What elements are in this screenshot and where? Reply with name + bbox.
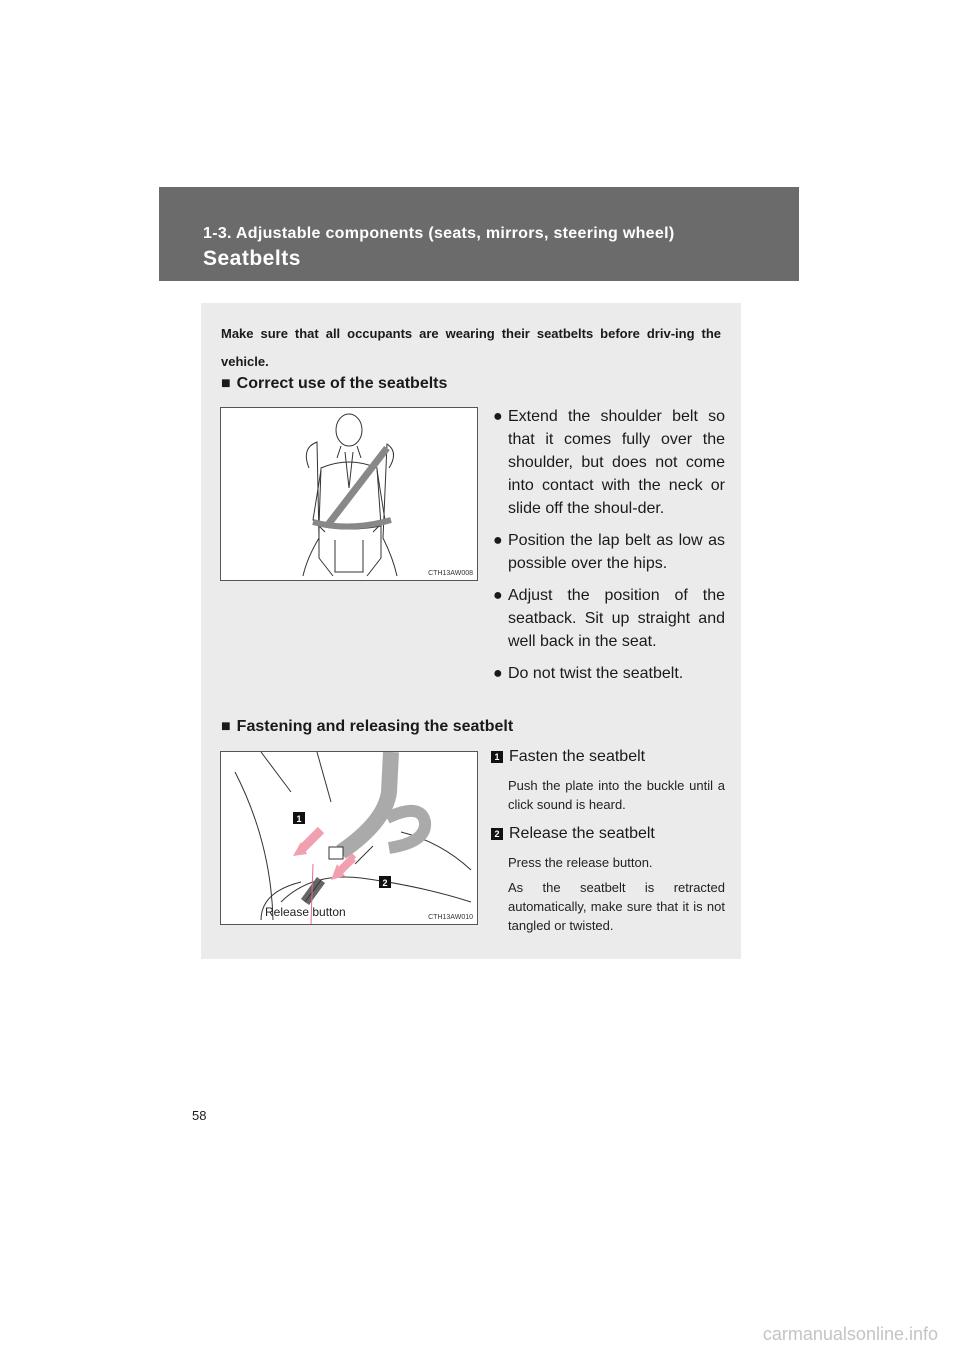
- release-button-callout: Release button: [265, 905, 346, 919]
- step-number-badge: 2: [491, 828, 503, 840]
- intro-text: Make sure that all occupants are wearing their seatbelts before driv-ing the vehicle.: [221, 326, 721, 369]
- step-description: As the seatbelt is retracted automatically, make sure that it is not tangled or twisted.: [508, 880, 725, 933]
- step-title: Fasten the seatbelt: [509, 748, 646, 765]
- bullet-item: ● Do not twist the seatbelt.: [493, 662, 725, 685]
- step-description: Push the plate into the buckle until a click sound is heard.: [508, 778, 725, 812]
- seated-occupant-illustration: [221, 408, 477, 580]
- figure-seated-occupant: [220, 407, 478, 581]
- page-title: Seatbelts: [203, 247, 301, 270]
- correct-use-bullets: [493, 405, 725, 694]
- bullet-dot-icon: ●: [493, 408, 503, 425]
- step-release: [491, 823, 725, 935]
- bullet-item: ● Adjust the position of the seatback. Sit up straight and well back in the seat.: [493, 584, 725, 653]
- bullet-item: ● Extend the shoulder belt so that it comes fully over the shoulder, but does not come into contact with the neck or slide off the shoul-der.: [493, 405, 725, 520]
- step-title: Release the seatbelt: [509, 825, 655, 842]
- figure-buckle: [220, 751, 478, 925]
- step-number-badge: 1: [491, 751, 503, 763]
- page-header: [159, 187, 799, 281]
- step-fasten: [491, 746, 725, 814]
- square-bullet-icon: ■: [221, 718, 231, 735]
- watermark: carmanualsonline.info: [762, 1324, 938, 1344]
- content-panel: [201, 303, 741, 959]
- page-number: 58: [192, 1108, 207, 1123]
- bullet-item: ● Position the lap belt as low as possible over the hips.: [493, 529, 725, 575]
- svg-text:2: 2: [382, 878, 388, 888]
- section-title: 1-3. Adjustable components (seats, mirrors, steering wheel): [203, 225, 675, 242]
- square-bullet-icon: ■: [221, 375, 231, 392]
- heading-correct-use: ■ Correct use of the seatbelts: [221, 375, 448, 392]
- svg-text:1: 1: [296, 814, 302, 824]
- bullet-dot-icon: ●: [493, 587, 503, 604]
- bullet-dot-icon: ●: [493, 532, 503, 549]
- buckle-illustration: [221, 752, 477, 924]
- figure-code: CTH13AW008: [428, 570, 473, 577]
- step-description: Press the release button.: [508, 855, 653, 870]
- heading-fastening: ■ Fastening and releasing the seatbelt: [221, 718, 514, 735]
- figure-code: CTH13AW010: [428, 914, 473, 921]
- bullet-dot-icon: ●: [493, 665, 503, 682]
